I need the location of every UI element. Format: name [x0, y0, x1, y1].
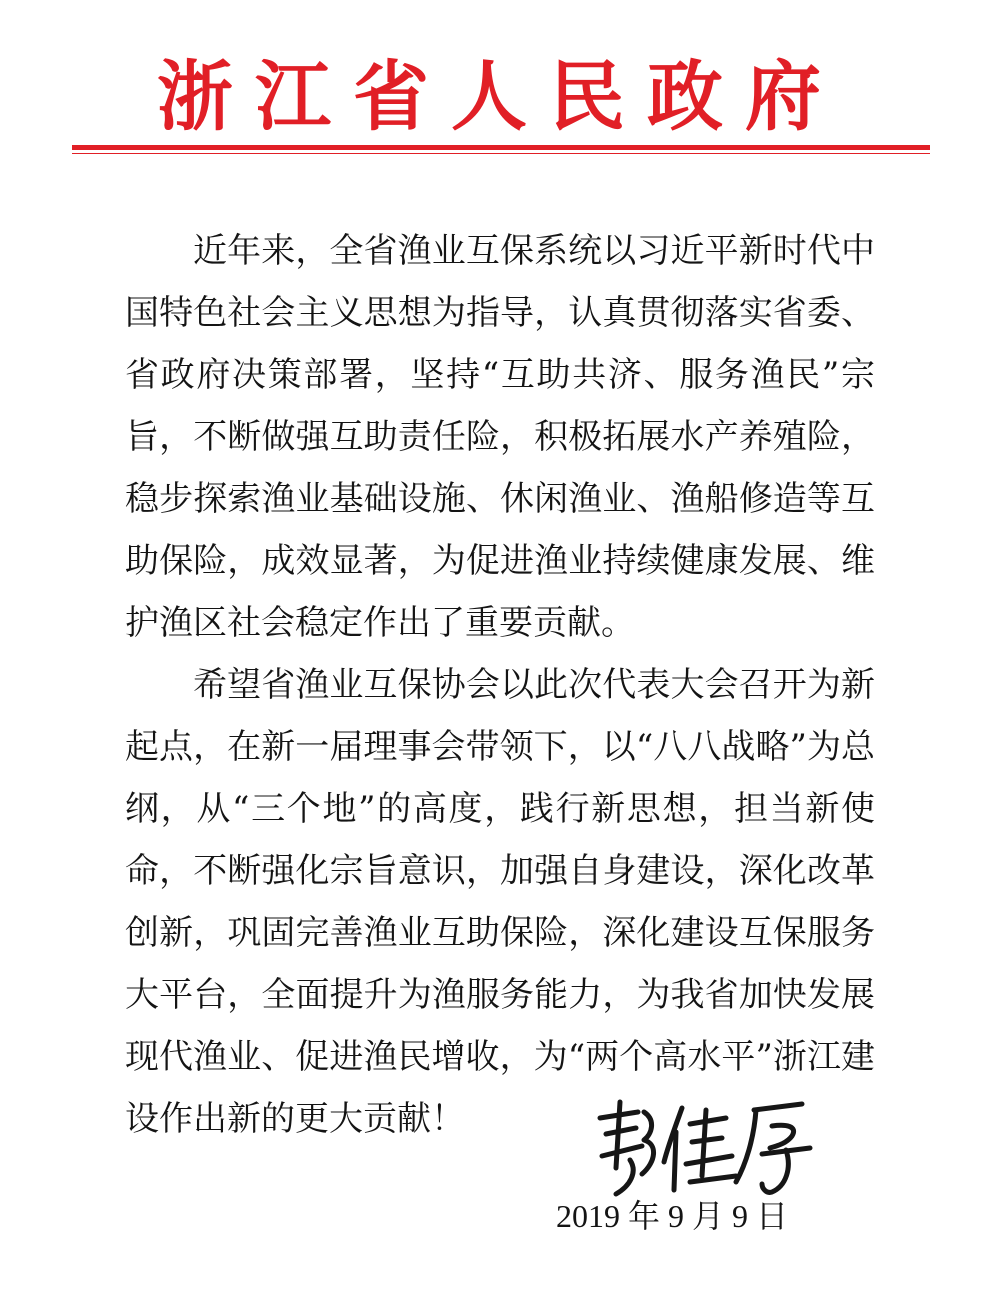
letterhead-rule-thick [72, 145, 930, 150]
body-paragraph-1: 近年来，全省渔业互保系统以习近平新时代中国特色社会主义思想为指导，认真贯彻落实省委、省政府决策部署，坚持“互助共济、服务渔民”宗旨，不断做强互助责任险，积极拓展水产养殖险，稳步探索渔业基础设施、休闲渔业、渔船修造等互助保险，成效显著，为促进渔业持续健康发展、维护渔区社会稳定作出了重要贡献。 [125, 231, 875, 643]
body-paragraph-2: 希望省渔业互保协会以此次代表大会召开为新起点，在新一届理事会带领下，以“八八战略”为总纲，从“三个地”的高度，践行新思想，担当新使命，不断强化宗旨意识，加强自身建设，深化改革创新，巩固完善渔业互助保险，深化建设互保服务大平台，全面提升为渔服务能力，为我省加快发展现代渔业、促进渔民增收，为“两个高水平”浙江建设作出新的更大贡献！ [125, 665, 875, 1139]
letterhead-title: 浙江省人民政府 [157, 52, 843, 141]
letterhead-rule-thin [72, 153, 930, 154]
handwritten-signature [586, 1090, 826, 1200]
date-line: 2019 年 9 月 9 日 [556, 1198, 789, 1234]
